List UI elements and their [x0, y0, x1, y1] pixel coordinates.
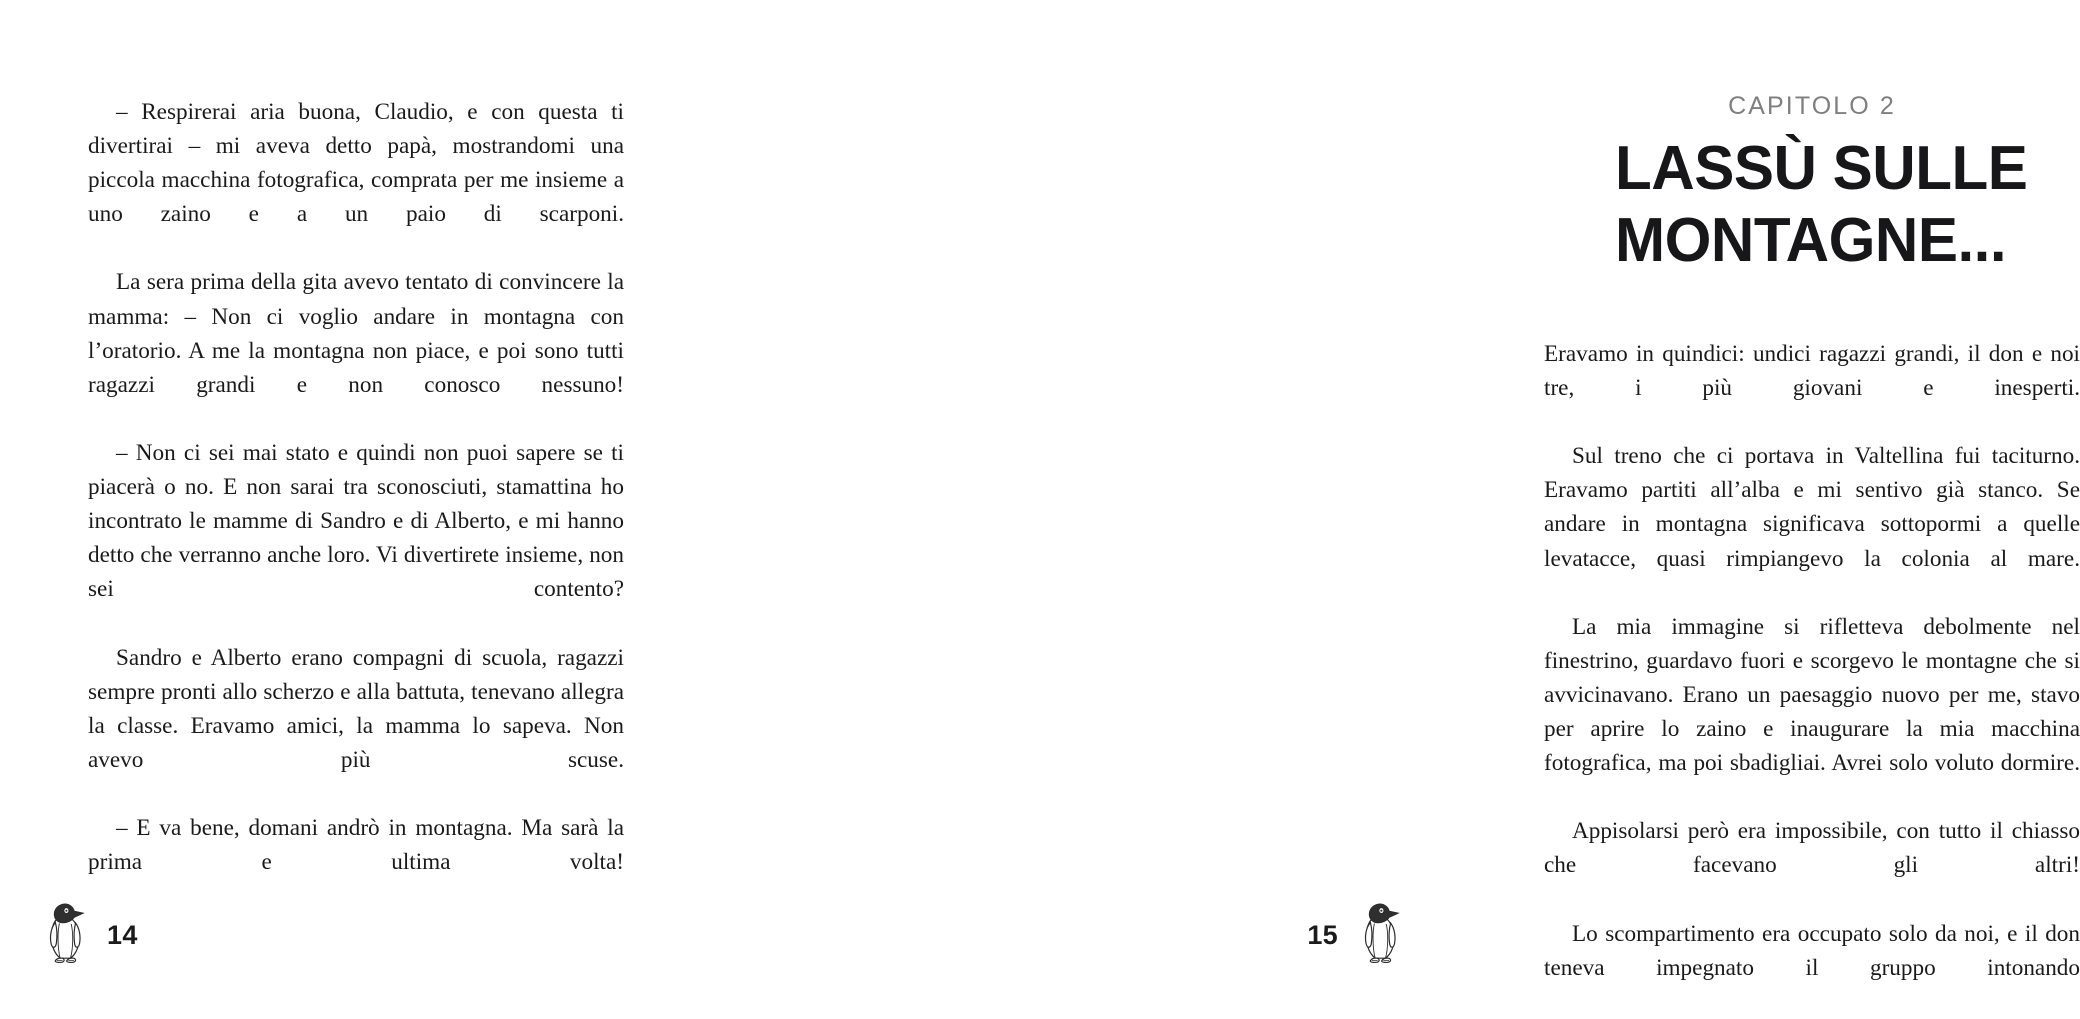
right-page-body-text: [1544, 337, 2080, 1019]
paragraph: Eravamo in quindici: undici ragazzi grandi, il don e noi tre, i più giovani e inesperti.: [1544, 341, 2080, 402]
page-number: 15: [1307, 919, 1338, 950]
paragraph: Sandro e Alberto erano compagni di scuola, ragazzi sempre pronti allo scherzo e alla battuta, tenevano allegra la classe. Eravamo amici, la mamma lo sapeva. Non avevo più scuse.: [88, 644, 624, 773]
penguin-icon: [1360, 899, 1400, 972]
page-right: [722, 0, 2080, 1012]
paragraph: La sera prima della gita avevo tentato di convincere la mamma: – Non ci voglio andare in montagna con l’oratorio. A me la montagna non piace, e poi sono tutti ragazzi grandi e non conosco nessuno!: [88, 269, 624, 398]
right-page-footer: [1307, 880, 1400, 990]
left-page-footer: [45, 880, 138, 990]
paragraph: – E va bene, domani andrò in montagna. Ma sarà la prima e ultima volta!: [88, 814, 624, 876]
chapter-title: [1615, 133, 2071, 277]
penguin-icon: [45, 899, 85, 972]
left-page-body-text: [88, 95, 624, 913]
paragraph: Appisolarsi però era impossibile, con tutto il chiasso che facevano gli altri!: [1544, 818, 2080, 879]
chapter-label: CAPITOLO 2: [1728, 92, 1896, 120]
chapter-title-line-2: MONTAGNE...: [1615, 206, 2007, 275]
paragraph: La mia immagine si rifletteva debolmente nel finestrino, guardavo fuori e scorgevo le montagne che si avvicinavano. Erano un paesaggio nuovo per me, stavo per aprire lo zaino e inaugurare la mia macchina fotografica, ma poi sbadigliai. Avrei solo voluto dormire.: [1544, 613, 2080, 777]
paragraph: Sul treno che ci portava in Valtellina fui taciturno. Eravamo partiti all’alba e mi sentivo già stanco. Se andare in montagna significava sottopormi a quelle levatacce, quasi rimpiangevo la colonia al mare.: [1544, 443, 2080, 572]
page-number: 14: [107, 919, 138, 950]
paragraph: – Respirerai aria buona, Claudio, e con questa ti divertirai – mi aveva detto papà, mostrandomi una piccola macchina fotografica, comprata per me insieme a uno zaino e a un paio di scarponi.: [88, 99, 624, 228]
chapter-title-line-1: LASSÙ SULLE: [1615, 134, 2028, 203]
page-left: [0, 0, 722, 1012]
paragraph: – Non ci sei mai stato e quindi non puoi sapere se ti piacerà o no. E non sarai tra sconosciuti, stamattina ho incontrato le mamme di Sandro e di Alberto, e mi hanno detto che verranno anche loro. Vi divertirete insieme, non sei contento?: [88, 439, 624, 603]
paragraph: Lo scompartimento era occupato solo da noi, e il don teneva impegnato il gruppo intonando: [1544, 920, 2080, 981]
